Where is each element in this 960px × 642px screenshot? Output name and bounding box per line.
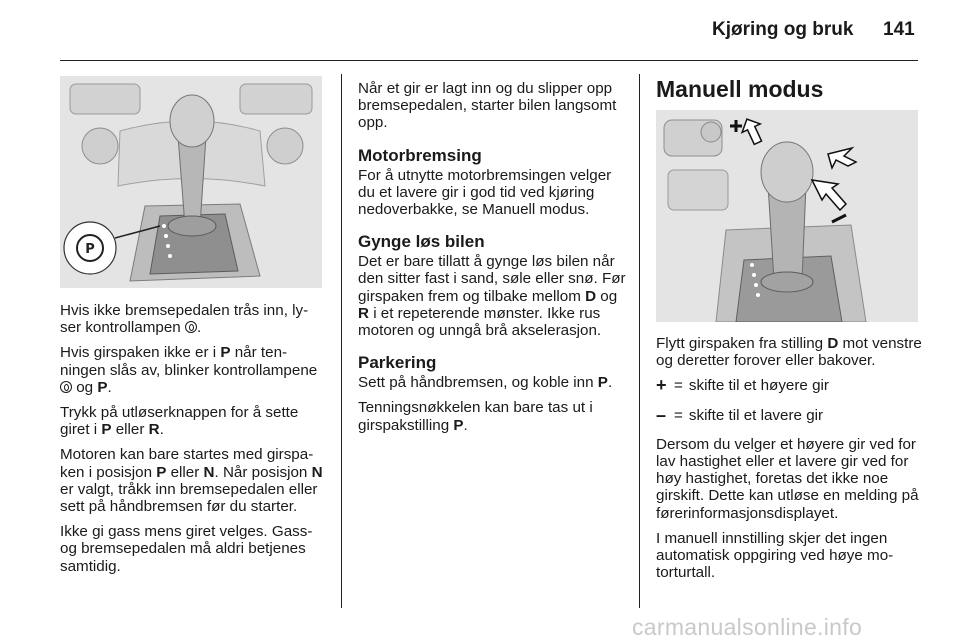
legend-minus: – = skifte til et lavere gir bbox=[656, 404, 824, 425]
svg-text:P: P bbox=[85, 242, 95, 257]
manual-mode-illustration bbox=[656, 110, 918, 322]
watermark: carmanualsonline.info bbox=[632, 614, 863, 640]
subheading: Parkering bbox=[358, 353, 437, 373]
header-rule bbox=[60, 60, 918, 61]
column-3 bbox=[656, 335, 922, 589]
subheading: Gynge løs bilen bbox=[358, 232, 485, 252]
paragraph: Motoren kan bare startes med girspaken i posisjon P eller N. Når posisjon N er valgt, tråkk inn bremsepedalen eller sett på håndbremsen før du starter. bbox=[60, 446, 323, 516]
section-title: Kjøring og bruk bbox=[712, 19, 854, 40]
plus-icon: + bbox=[656, 375, 667, 396]
paragraph: Det er bare tillatt å gynge løs bilen når den sitter fast i sand, søle eller snø. Før girspaken frem og tilbake mellom D og R i et repeterende mønster. Ikke rus motoren og unngå brå akselerasjon. bbox=[358, 253, 626, 340]
manual-mode-heading: Manuell modus bbox=[656, 76, 824, 102]
brake-lamp-icon bbox=[60, 381, 72, 393]
paragraph: Hvis ikke bremsepedalen trås inn, lyser kontrollampen . bbox=[60, 302, 309, 337]
paragraph: Tenningsnøkkelen kan bare tas ut i girspakstilling P. bbox=[358, 399, 593, 434]
paragraph: Sett på håndbremsen, og koble inn P. bbox=[358, 374, 613, 392]
brake-lamp-icon bbox=[185, 321, 197, 333]
minus-icon: – bbox=[656, 404, 667, 425]
paragraph: I manuell innstilling skjer det ingen automatisk oppgiring ved høye motorturtall. bbox=[656, 529, 894, 582]
paragraph: Dersom du velger et høyere gir ved for lav hastighet eller et lavere gir ved for høy hastighet, foretas det ikke noe girskift. Dette kan utløse en melding på førerinformasjonsdisplayet. bbox=[656, 435, 919, 522]
page-header bbox=[0, 0, 960, 62]
paragraph: Trykk på utløserknappen for å sette giret i P eller R. bbox=[60, 404, 299, 439]
page-number: 141 bbox=[883, 19, 915, 40]
column-1 bbox=[60, 302, 324, 583]
gear-selector-illustration bbox=[60, 76, 322, 288]
paragraph: For å utnytte motorbremsingen velger du et lavere gir i god tid ved kjøring nedoverbakke, se Manuell modus. bbox=[358, 166, 612, 219]
subheading: Motorbremsing bbox=[358, 145, 482, 165]
paragraph: Hvis girspaken ikke er i P når tenningen slås av, blinker kontrollampene og P. bbox=[60, 344, 318, 396]
column-divider-2 bbox=[639, 74, 640, 608]
paragraph: Ikke gi gass mens giret velges. Gass- og bremsepedalen må aldri betjenes samtidig. bbox=[60, 523, 313, 575]
paragraph: Flytt girspaken fra stilling D mot venstre og deretter forover eller bakover. bbox=[656, 335, 922, 370]
legend-plus: + = skifte til et høyere gir bbox=[656, 375, 829, 396]
column-divider-1 bbox=[341, 74, 342, 608]
paragraph: Når et gir er lagt inn og du slipper opp bremsepedalen, starter bilen langsomt opp. bbox=[358, 80, 617, 132]
column-2 bbox=[358, 80, 626, 442]
